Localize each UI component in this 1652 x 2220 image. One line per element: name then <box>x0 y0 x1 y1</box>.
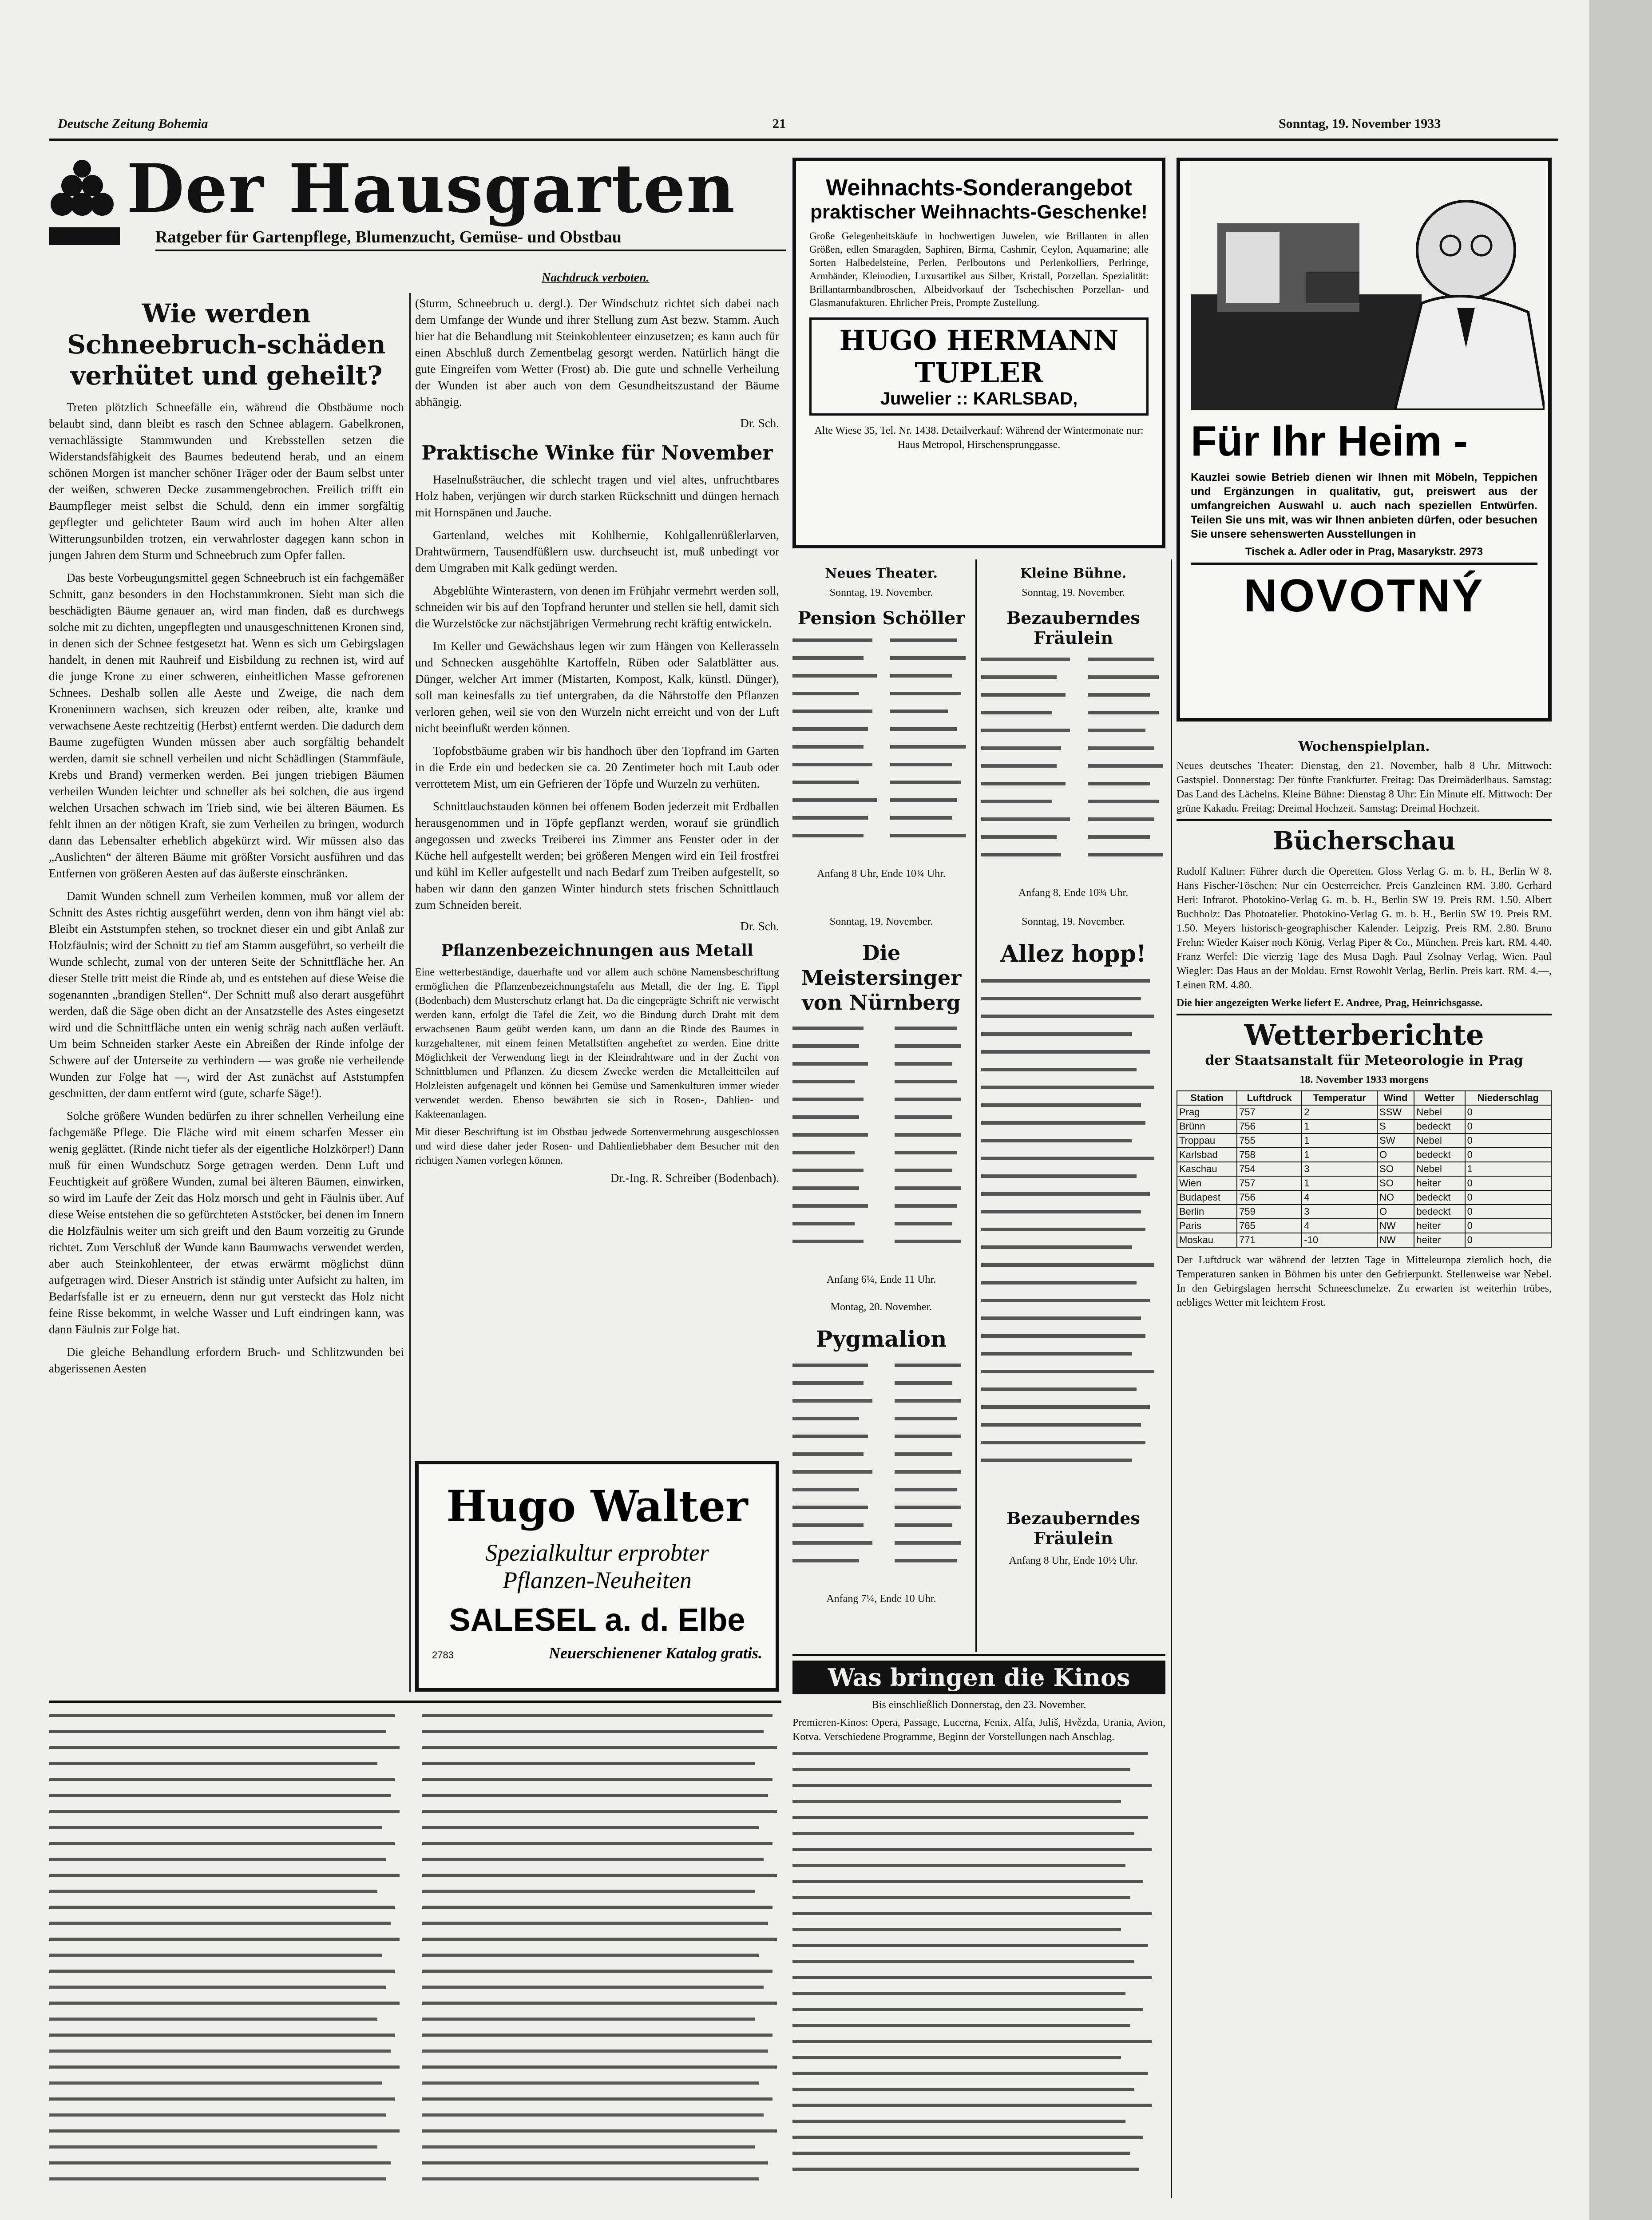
weather-col-header: Wetter <box>1414 1091 1465 1105</box>
paragraph: (Sturm, Schneebruch u. dergl.). Der Windschutz richtet sich dabei nach dem Umfange der Wunde und ihrer Stellung zum Ast bezw. Stamm. Auch hier hat die Behandlung mit Steinkohlenteer einzusetzen; es kann auch für einen Abschluß durch Zementbelag gesorgt werden. Natürlich hängt die gute Eingreifen vom Wetter (Frost) ab. Die gute und schnelle Verheilung der Wunden ist aber auch von dem Gesundheitszustand der Bäume abhängig. <box>415 297 779 408</box>
table-cell: 765 <box>1237 1219 1302 1233</box>
table-cell: Prag <box>1177 1105 1237 1119</box>
program-time: Anfang 7¼, Ende 10 Uhr. <box>826 1593 936 1605</box>
ad-address: Tischek a. Adler oder in Prag, Masarykstr. 2973 <box>1245 546 1483 558</box>
section-title: Bücherschau <box>1177 819 1552 856</box>
table-cell: SW <box>1377 1134 1414 1148</box>
cast-list <box>792 634 970 865</box>
table-cell: 1 <box>1302 1148 1377 1162</box>
ad-tupler <box>792 158 1165 548</box>
table-cell: heiter <box>1414 1219 1465 1233</box>
table-cell: 1 <box>1465 1162 1551 1176</box>
table-cell: 2 <box>1302 1105 1377 1119</box>
cast-list <box>981 975 1165 1498</box>
masthead <box>49 151 786 262</box>
table-cell: O <box>1377 1205 1414 1219</box>
column-rule <box>409 293 411 1692</box>
program-play: Bezauberndes Fräulein <box>1006 608 1140 648</box>
section-subtitle: Bis einschließlich Donnerstag, den 23. November. <box>872 1699 1086 1711</box>
paragraph: Schnittlauchstauden können bei offenem Boden jederzeit mit Erdballen herausgenommen und in Töpfe gepflanzt werden, worauf sie gründlich angegossen und zwecks Treiberei ins Zimmer ans Fenster oder in der Küche hell aufgestellt werden; bei größeren Mengen wird ein Teil frostfrei und kühl im Keller aufgestellt und nach Bedarf zum Treiben aufgestellt, so haben wir dann den ganzen Winter hindurch stets frischen Schnittlauch zum Schneiden bereit. <box>415 800 779 912</box>
paragraph: Die gleiche Behandlung erfordern Bruch- und Schlitzwunden bei abgerissenen Aesten <box>49 1345 404 1375</box>
ad-headline: Für Ihr Heim - <box>1191 417 1468 465</box>
table-cell: heiter <box>1414 1176 1465 1190</box>
signature: Dr.-Ing. R. Schreiber (Bodenbach). <box>610 1171 779 1185</box>
masthead-subtitle: Ratgeber für Gartenpflege, Blumenzucht, Gemüse- und Obstbau <box>155 228 622 246</box>
paragraph: Rudolf Kaltner: Führer durch die Operetten. Gloss Verlag G. m. b. H., Berlin W 8. Hans Fischer-Töschen: Nur ein Oesterreicher. Preis Ganzleinen RM. 3.80. Gerhard Heri: Infrarot. Photokino-Verlag G. m. b. H., Berlin SW 19. Preis RM. 1.50. Albert Buchholz: Das Photoatelier. Photokino-Verlag G. m. b. H., Berlin SW 19. Preis RM. 1.50. Meyers historisch-geographischer Kalender. Leipzig. Preis RM. 2.80. Bruno Frehn: Wieder Kaiser noch König. Verlag Piper & Co., München. Preis kart. RM. 4.40. Franz Werfel: Die vierzig Tage des Musa Dagh. Paul Zsolnay Verlag, Wien. Paul Wiegler: Das Haus an der Moldau. Ernst Rowohlt Verlag, Berlin. Preis kart. RM. 4.—, Leinen RM. 4.80. <box>1177 866 1552 991</box>
table-cell: 0 <box>1465 1205 1551 1219</box>
program-play: Pygmalion <box>816 1326 947 1352</box>
section-rule <box>49 1701 781 1703</box>
ad-code: 2783 <box>432 1649 454 1661</box>
paragraph: Haselnußsträucher, die schlecht tragen und viel altes, unfruchtbares Holz haben, verjüngen wir durch starken Rückschnitt und düngen hernach mit Hornspänen und Jauche. <box>415 473 779 519</box>
ad-hugo-walter <box>415 1461 779 1692</box>
right-column <box>1177 733 1552 2198</box>
paragraph: Der Luftdruck war während der letzten Tage in Mitteleuropa ziemlich hoch, die Temperaturen sanken in Böhmen bis unter den Gefrierpunkt. Stellenweise war Nebel. In den Gebirgslagen herrscht Schneeschmelze. Zu erwarten ist weiterhin trübes, nebliges Wetter mit leichtem Frost. <box>1177 1254 1552 1308</box>
ad-catalog: Neuerschienener Katalog gratis. <box>548 1644 762 1662</box>
table-cell: NW <box>1377 1233 1414 1247</box>
table-cell: heiter <box>1414 1233 1465 1247</box>
table-cell: Wien <box>1177 1176 1237 1190</box>
pots-icon <box>49 160 115 218</box>
section-rule <box>792 1654 1165 1656</box>
program-day: Sonntag, 19. November. <box>1022 587 1125 599</box>
ad-line: Pflanzen-Neuheiten <box>503 1567 692 1594</box>
table-cell: SO <box>1377 1162 1414 1176</box>
weather-col-header: Luftdruck <box>1237 1091 1302 1105</box>
paragraph: Das beste Vorbeugungsmittel gegen Schneebruch ist ein fachgemäßer Schnitt, ganz besonders in den Hochstammkronen. Sieht man sich die beschädigten Bäume genauer an, wird man finden, daß es durchwegs solche mit zu dichten, ungepflegten und unausgeschnittenen Kronen sind, in denen sich der Schnee festgesetzt hat. Wenn es sich um Gebirgslagen handelt, in denen mit Rauhreif und Eisbildung zu rechnen ist, wird auf die junge Krone zu einer schweren, einheitlichen Masse gefrorenen Schnees. Deshalb sollen alle Aeste und Zweige, die nach dem Kroneninnern wachsen, sich kreuzen oder reiben, alte, kranke und verwachsene Aeste rechtzeitig (Herbst) entfernt werden. Die dadurch dem Baume zugefügten Wunden müssen aber auch sorgfältig behandelt werden, damit sie schnell verheilen und nicht Schädlingen (Stammfäule, Krebs und Brand) vermerken werden. Bei jungen triebigen Bäumen verheilen Wunden leichter und schneller als bei solchen, die aus irgend welchen Ursachen schwach im Trieb sind, wie bei älteren Bäumen. Es fehlt ihnen an der nötigen Kraft, sie zum Verheilen zu bringen, wodurch dann das Lebensalter erheblich abgekürzt wird. Wir müssen also das „Auslichten“ der älteren Bäume mit größter Vorsicht ausführen und das Entfernen von größeren Aesten auf das äußerste einschränken. <box>49 571 404 880</box>
table-cell: 0 <box>1465 1134 1551 1148</box>
table-cell: Nebel <box>1414 1105 1465 1119</box>
table-cell: S <box>1377 1119 1414 1134</box>
table-row <box>1177 1105 1551 1119</box>
program-small-stage <box>981 559 1165 906</box>
article-heading: Wie werden Schneebruch-schäden verhütet und geheilt? <box>67 298 386 391</box>
program-time: Anfang 8 Uhr, Ende 10¾ Uhr. <box>817 868 946 880</box>
program-new-theater <box>792 559 970 906</box>
paragraph: Im Keller und Gewächshaus legen wir zum Hängen von Kellerasseln und Schnecken ausgehöhlte Kartoffeln, Rüben oder Salatblätter aus. Dünger, welcher Art immer (Mistarten, Kompost, Kalk, künstl. Dünger), soll man keinesfalls zu tief untergraben, da die Nährstoffe den Pflanzen verloren gehen, weil sie von den Wurzeln nicht erreicht und von der Luft nicht beeinflußt werden können. <box>415 639 779 735</box>
cast-list <box>792 1359 970 1590</box>
paragraph: Abgeblühte Winterastern, von denen im Frühjahr vermehrt werden soll, schneiden wir bis auf den Topfrand herunter und stellen sie hell, damit sich die Wurzelstöcke zur nächstjährigen Vermehrung recht kräftig entwickeln. <box>415 584 779 630</box>
section-title: Kleine Bühne. <box>1020 566 1127 581</box>
table-cell: Berlin <box>1177 1205 1237 1219</box>
weather-col-header: Station <box>1177 1091 1237 1105</box>
table-cell: 4 <box>1302 1190 1377 1205</box>
section-subtitle: der Staatsanstalt für Meteorologie in Prag <box>1205 1053 1523 1068</box>
signature: Dr. Sch. <box>740 416 779 430</box>
program-day: Sonntag, 19. November. <box>1022 916 1125 928</box>
table-cell: NW <box>1377 1219 1414 1233</box>
ad-place: SALESEL a. d. Elbe <box>449 1602 745 1638</box>
table-cell: 0 <box>1465 1233 1551 1247</box>
table-cell: 1 <box>1302 1119 1377 1134</box>
table-cell: Karlsbad <box>1177 1148 1237 1162</box>
weather-col-header: Wind <box>1377 1091 1414 1105</box>
table-row <box>1177 1119 1551 1134</box>
masthead-label-box <box>49 227 120 245</box>
table-cell: 0 <box>1465 1148 1551 1162</box>
table-cell: 756 <box>1237 1190 1302 1205</box>
ad-text: Große Gelegenheitskäufe in hochwertigen Juwelen, wie Brillanten in allen Größen, edlen Smaragden, Saphiren, Birma, Cashmir, Ceylon, Aquamarine; alle Sorten Halbedelsteine, Perlen, Perlboutons und Perlenkolliers, Perlringe, Armbänder, Kleinodien, Luxusartikel aus Silber, Kristall, Porzellan. Spezialität: Brillantarmbandbroschen, Albeidvorkauf der Tschechischen Porzellan- und Glasmanufakturen. Ehrlicher Preis, Prompte Zustellung. <box>809 230 1149 308</box>
table-cell: O <box>1377 1148 1414 1162</box>
table-cell: NO <box>1377 1190 1414 1205</box>
table-cell: 757 <box>1237 1176 1302 1190</box>
man-at-desk-illustration <box>1191 161 1545 410</box>
table-cell: 759 <box>1237 1205 1302 1219</box>
section-title: Wetterberichte <box>1177 1014 1552 1051</box>
program-play: Die Meistersinger von Nürnberg <box>801 941 962 1015</box>
table-cell: 755 <box>1237 1134 1302 1148</box>
paragraph: Treten plötzlich Schneefälle ein, während die Obstbäume noch belaubt sind, dann bleibt es rasch den Schnee ablagern. Gabelkronen, vernachlässigte Stammwunden und Krebsstellen setzen die Widerstandsfähigkeit des Baumes bedeutend herab, und an einem schönen Morgen ist mancher schöner Träger oder der Baum selbst unter der weißen, schweren Decke zusammengebrochen. Freilich trifft ein Baumpfleger meist selbst die Schuld, denn ein immer sorgfältig gepflegter und gelichteter Baum wird auch im hohen Alter allen Witterungsunbilden trotzen, ein verwahrloster dagegen kann schon in jungen Jahren dem Sturm und Schneebruch zum Opfer fallen. <box>49 400 404 562</box>
table-cell: 758 <box>1237 1148 1302 1162</box>
table-cell: 0 <box>1465 1190 1551 1205</box>
ad-sub: Juwelier :: KARLSBAD, <box>880 389 1078 408</box>
ad-title: praktischer Weihnachts-Geschenke! <box>810 201 1148 223</box>
table-cell: SO <box>1377 1176 1414 1190</box>
article-heading: Praktische Winke für November <box>421 442 773 464</box>
table-cell: 0 <box>1465 1119 1551 1134</box>
program-day: Sonntag, 19. November. <box>829 916 933 928</box>
program-time: Anfang 8 Uhr, Ende 10½ Uhr. <box>1009 1555 1138 1566</box>
paragraph: Premieren-Kinos: Opera, Passage, Lucerna, Fenix, Alfa, Juliš, Hvězda, Urania, Avion, Kotva. Verschiedene Programme, Beginn der Vorstellungen nach Anschlag. <box>792 1717 1165 1743</box>
table-row <box>1177 1219 1551 1233</box>
table-row <box>1177 1162 1551 1176</box>
program-day: Sonntag, 19. November. <box>829 587 933 599</box>
table-row <box>1177 1176 1551 1190</box>
weather-col-header: Temperatur <box>1302 1091 1377 1105</box>
column-rule <box>1171 559 1172 2198</box>
table-row <box>1177 1134 1551 1148</box>
table-cell: Nebel <box>1414 1162 1465 1176</box>
table-cell: 757 <box>1237 1105 1302 1119</box>
page-edge <box>1589 0 1652 2220</box>
table-cell: 0 <box>1465 1105 1551 1119</box>
table-row <box>1177 1205 1551 1219</box>
paragraph: Eine wetterbeständige, dauerhafte und vor allem auch schöne Namensbeschriftung ermöglichen die Pflanzenbezeichnungstafeln aus Metall, die der Ing. E. Tippl (Bodenbach) dem Musterschutz erlangt hat. Da die eingeprägte Schrift nie verwischt werden kann, erfolgt die Tafel die Zeit, wo die Bindung durch Draht mit dem erwachsenen Baum geübt werden kann, um dann an die Rinde des Baumes in kurzgehaltener, mit einem feinen Metallstiften angeheftet zu werden. Eine dritte Möglichkeit der Verwendung liegt in der Kleindrahtware und in der Zucht von Schnittblumen und Pflanzen. Zu diesem Zwecke werden die Metalleitteilen auf Holzleisten aufgenagelt und können bei Gemüse und Samenkulturen immer wieder verwendet werden. Ebenso bewährten sie sich in Rosen-, Dahlien- und Kakteenanlagen. <box>415 967 779 1120</box>
table-cell: Brünn <box>1177 1119 1237 1134</box>
table-cell: 1 <box>1302 1176 1377 1190</box>
ad-novotny <box>1177 158 1552 722</box>
table-cell: 754 <box>1237 1162 1302 1176</box>
issue-date: Sonntag, 19. November 1933 <box>1279 116 1441 131</box>
table-cell: Kaschau <box>1177 1162 1237 1176</box>
paragraph: Mit dieser Beschriftung ist im Obstbau jedwede Sortenvermehrung ausgeschlossen und wird diese daher jeder Rosen- und Dahlienliebhaber dem Besucher mit den richtigen Namen vorlegen können. <box>415 1126 779 1166</box>
newspaper-name: Deutsche Zeitung Bohemia <box>58 116 208 131</box>
table-cell: 3 <box>1302 1162 1377 1176</box>
table-cell: 1 <box>1302 1134 1377 1148</box>
program-day: Montag, 20. November. <box>830 1301 932 1313</box>
table-cell: 771 <box>1237 1233 1302 1247</box>
table-cell: Nebel <box>1414 1134 1465 1148</box>
kino-program <box>792 1661 1165 2198</box>
section-title: Neues Theater. <box>825 566 938 581</box>
ad-line: Spezialkultur erprobter <box>485 1539 709 1566</box>
table-cell: Troppau <box>1177 1134 1237 1148</box>
paragraph: Die hier angezeigten Werke liefert E. Andree, Prag, Heinrichsgasse. <box>1177 997 1483 1009</box>
article-winke <box>415 295 779 1454</box>
weather-col-header: Niederschlag <box>1465 1091 1551 1105</box>
ad-brand: NOVOTNÝ <box>1191 563 1537 622</box>
paragraph: Damit Wunden schnell zum Verheilen kommen, muß vor allem der Schnitt des Astes richtig ausgeführt werden, denn von ihm hängt viel ab: Bleibt ein Aststumpfen stehen, so trocknet dieser ein und gibt Anlaß zur Holzfäulnis; wird der Schnitt zu tief am Stamm ausgeführt, so verheilt die Wunde schlecht, zumal von der unteren Seite der Schnittfläche her. An dieser Stelle tritt meist die Rinde ab, und es entstehen auf diese Weise die sogenannten „brandigen Stellen“. Der Schnitt muß also derart ausgeführt werden, daß die Säge oben dicht an der Ansatzstelle des Astes eingesetzt wird und die Schnittfläche unten ein wenig schräg nach außen verläuft. Um beim Schneiden starker Aeste ein Abreißen der Rinde infolge der Schwere auf der Unterseite zu verhindern — was große nie verheilende Wunden zur Folge hat —, wird der Ast zunächst auf Aststumpfen geschnitten, der dann entfernt wird (gute, scharfe Säge!). <box>49 889 404 1100</box>
table-cell: Budapest <box>1177 1190 1237 1205</box>
table-cell: SSW <box>1377 1105 1414 1119</box>
article-heading: Pflanzenbezeichnungen aus Metall <box>441 941 753 960</box>
program-play: Allez hopp! <box>1000 940 1146 967</box>
article-schneebruch <box>49 295 404 1689</box>
weather-table <box>1177 1090 1552 1248</box>
ad-name: Hugo Walter <box>446 1481 748 1531</box>
program-play: Bezauberndes Fräulein <box>1006 1508 1140 1548</box>
table-cell: bedeckt <box>1414 1119 1465 1134</box>
cast-list <box>792 1022 970 1271</box>
table-cell: -10 <box>1302 1233 1377 1247</box>
ad-address: Alte Wiese 35, Tel. Nr. 1438. Detailverkauf: Während der Wintermonate nur: Haus Metropol, Hirschensprunggasse. <box>814 425 1144 451</box>
cast-list <box>981 653 1165 884</box>
program-time: Anfang 6¼, Ende 11 Uhr. <box>826 1274 936 1285</box>
header-rule <box>49 139 1558 141</box>
masthead-rule <box>155 250 786 251</box>
paragraph: Neues deutsches Theater: Dienstag, den 21. November, halb 8 Uhr. Mittwoch: Gastspiel. Donnerstag: Der fünfte Frankfurter. Freitag: Das Dreimäderlhaus. Samstag: Das Land des Lächelns. Kleine Bühne: Dienstag 8 Uhr: Ein Minute elf. Mittwoch: Der grüne Kakadu. Freitag: Dreimal Hochzeit. Samstag: Dreimal Hochzeit. <box>1177 760 1552 814</box>
program-play: Pension Schöller <box>797 608 965 629</box>
paragraph: Solche größere Wunden bedürfen zu ihrer schnellen Verheilung eine fachgemäße Pflege. Die Fläche wird mit einem scharfen Messer ein wenig geglättet. (Rinde nicht tiefer als der eigentliche Holzkörper!) Dann muß für einen Wundschutz Sorge getragen werden. Denn Luft und Feuchtigkeit auf größere Wunden, zumal bei älteren Bäumen, einwirken, so wird im Laufe der Zeit das Holz morsch und geht in Fäulnis über. Auf diese Weise entstehen die so gefürchteten Aststöcker, bei denen im Innern die Holzfäulnis weiter um sich greift und den Baum vorzeitig zu Grunde richtet. Zum Verschluß der Wunde kann Baumwachs verwendet werden, aber auch Steinkohlenteer, der etwas erwärmt möglichst dünn aufgetragen wird. Dieser Anstrich ist ständig unter Aufsicht zu halten, im Bedarfsfalle ist er zu erneuern, denn nur gut versteckt das Holz nicht feine Risse bekommt, in welche Wasser und Luft eindringen kann, was dann Fäulnis zur Folge hat. <box>49 1109 404 1336</box>
table-row <box>1177 1190 1551 1205</box>
table-cell: Paris <box>1177 1219 1237 1233</box>
weather-date: 18. November 1933 morgens <box>1299 1074 1429 1086</box>
ad-text: Kauzlei sowie Betrieb dienen wir Ihnen mit Möbeln, Teppichen und Ergänzungen in qualitativ, gut, preiswert aus der umfangreichen Auswahl u. auch nach speziellen Entwürfen. Teilen Sie uns mit, was wir Ihnen anbieten dürfen, oder besuchen Sie unsere sehenswerten Ausstellungen in <box>1191 471 1537 540</box>
table-cell: 3 <box>1302 1205 1377 1219</box>
column-rule <box>975 559 977 1652</box>
section-title: Wochenspielplan. <box>1298 739 1430 754</box>
program-opera <box>792 915 970 1647</box>
table-cell: 756 <box>1237 1119 1302 1134</box>
table-cell: 0 <box>1465 1176 1551 1190</box>
signature: Dr. Sch. <box>740 920 779 933</box>
table-cell: 0 <box>1465 1219 1551 1233</box>
table-cell: Moskau <box>1177 1233 1237 1247</box>
section-title: Was bringen die Kinos <box>792 1661 1165 1694</box>
ad-title: Weihnachts-Sonderangebot <box>826 175 1132 201</box>
paragraph: Gartenland, welches mit Kohlhernie, Kohlgallenrüßlerlarven, Drahtwürmern, Tausendfüßlern usw. durchseucht ist, muß unbedingt vor dem Umgraben mit Kalk gedüngt werden. <box>415 528 779 575</box>
table-cell: bedeckt <box>1414 1190 1465 1205</box>
program-small-stage-2 <box>981 915 1165 1647</box>
page-number: 21 <box>773 116 786 131</box>
paragraph: Topfobstbäume graben wir bis handhoch über den Topfrand im Garten in die Erde ein und bedecken sie ca. 20 Zentimeter hoch mit Laub oder verrottetem Mist, um ein Gefrieren der Töpfe und Wurzeln zu verhüten. <box>415 744 779 790</box>
table-row <box>1177 1233 1551 1247</box>
table-cell: 4 <box>1302 1219 1377 1233</box>
masthead-title: Der Hausgarten <box>127 151 736 228</box>
table-cell: bedeckt <box>1414 1148 1465 1162</box>
table-cell: bedeckt <box>1414 1205 1465 1219</box>
kino-listings <box>792 1748 1165 2192</box>
reprint-notice: Nachdruck verboten. <box>542 271 650 285</box>
program-time: Anfang 8, Ende 10¾ Uhr. <box>1018 887 1129 899</box>
ad-name: HUGO HERMANN TUPLER <box>839 324 1119 389</box>
theater-listings <box>49 1709 781 2198</box>
table-row <box>1177 1148 1551 1162</box>
